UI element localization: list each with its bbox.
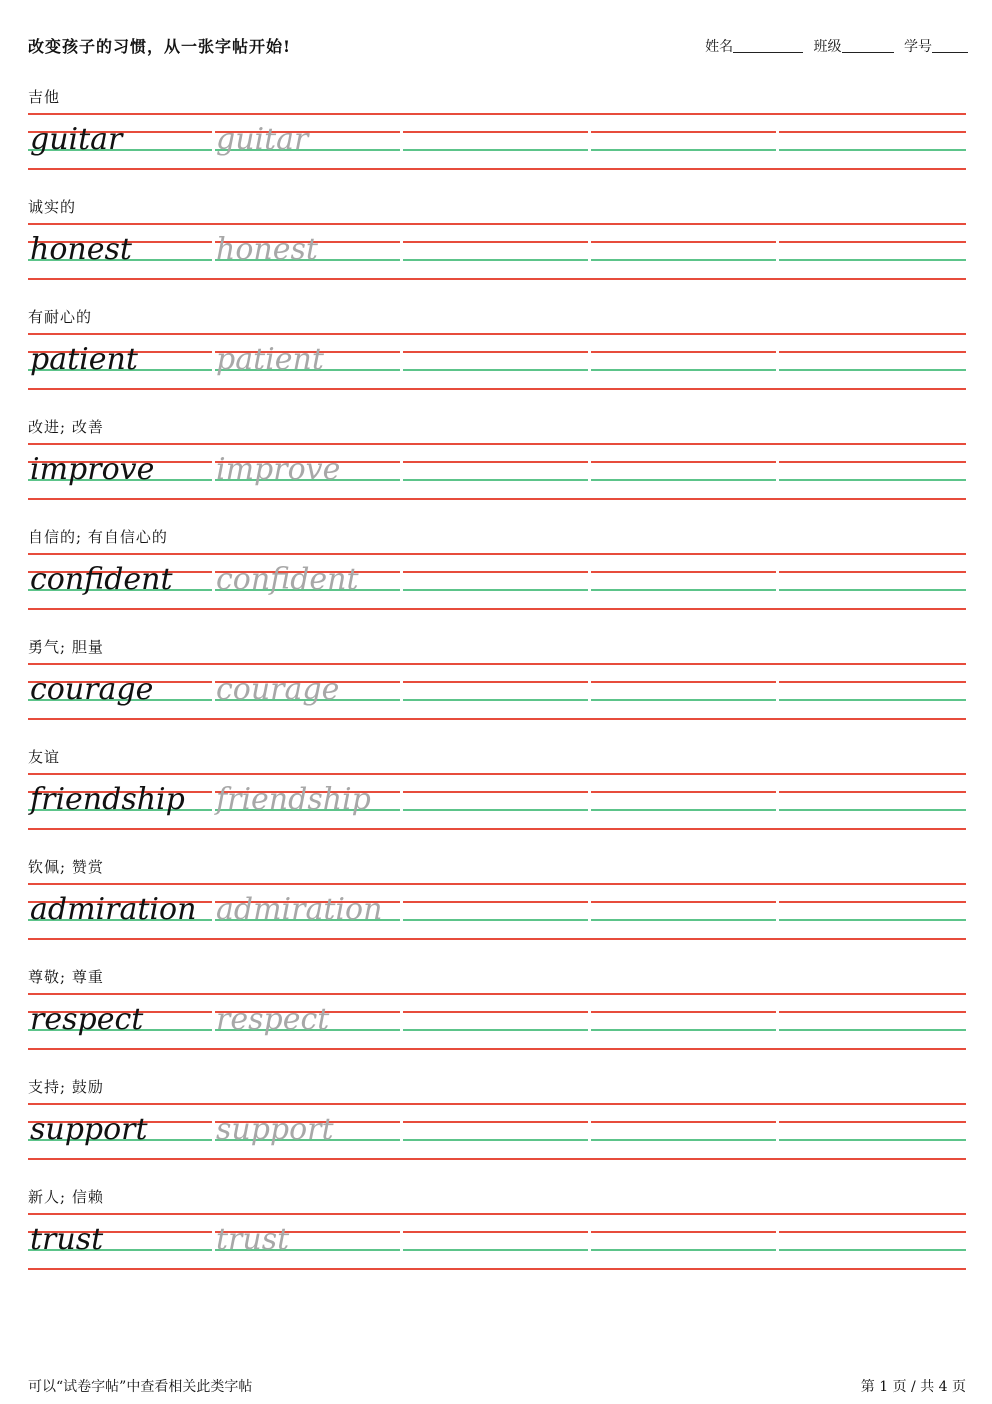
guide-line-red <box>28 773 966 775</box>
cell-divider <box>400 790 403 820</box>
practice-entry <box>28 1186 966 1296</box>
practice-entry <box>28 86 966 196</box>
practice-entry <box>28 306 966 416</box>
name-label: 姓名 <box>705 39 734 55</box>
trace-word[interactable]: admiration <box>216 892 383 927</box>
guide-line-red <box>28 938 966 940</box>
cell-divider <box>400 570 403 600</box>
guide-line-red <box>28 1048 966 1050</box>
guide-line-red <box>28 461 966 463</box>
trace-word[interactable]: guitar <box>216 122 309 157</box>
guide-line-red <box>28 1158 966 1160</box>
guide-line-red <box>28 278 966 280</box>
guide-line-red <box>28 333 966 335</box>
class-blank[interactable] <box>842 38 894 53</box>
model-word: honest <box>30 232 132 267</box>
guide-line-red <box>28 681 966 683</box>
word-meaning: 有耐心的 <box>28 308 93 326</box>
cell-divider <box>212 1010 215 1040</box>
cell-divider <box>400 350 403 380</box>
cell-divider <box>212 460 215 490</box>
trace-word[interactable]: courage <box>216 672 340 707</box>
cell-divider <box>212 790 215 820</box>
guide-line-red <box>28 553 966 555</box>
word-meaning: 尊敬; 尊重 <box>28 968 104 986</box>
cell-divider <box>212 1230 215 1260</box>
guide-line-green <box>28 259 966 261</box>
cell-divider <box>212 680 215 710</box>
word-meaning: 自信的; 有自信心的 <box>28 528 168 546</box>
guide-line-red <box>28 718 966 720</box>
cell-divider <box>400 130 403 160</box>
cell-divider <box>588 240 591 270</box>
cell-divider <box>400 460 403 490</box>
guide-line-red <box>28 241 966 243</box>
name-blank[interactable] <box>733 38 803 53</box>
trace-word[interactable]: trust <box>216 1222 290 1257</box>
practice-entry <box>28 966 966 1076</box>
cell-divider <box>400 240 403 270</box>
trace-word[interactable]: friendship <box>216 782 371 817</box>
cell-divider <box>776 1010 779 1040</box>
cell-divider <box>776 350 779 380</box>
guide-line-red <box>28 498 966 500</box>
guide-line-red <box>28 1268 966 1270</box>
cell-divider <box>400 1010 403 1040</box>
cell-divider <box>588 900 591 930</box>
model-word: guitar <box>30 122 123 157</box>
guide-line-red <box>28 1213 966 1215</box>
word-meaning: 改进; 改善 <box>28 418 104 436</box>
cell-divider <box>776 680 779 710</box>
cell-divider <box>212 570 215 600</box>
cell-divider <box>776 790 779 820</box>
cell-divider <box>588 1010 591 1040</box>
word-meaning: 友谊 <box>28 748 61 766</box>
guide-line-green <box>28 1029 966 1031</box>
trace-word[interactable]: patient <box>216 342 324 377</box>
guide-line-red <box>28 113 966 115</box>
word-meaning: 支持; 鼓励 <box>28 1078 104 1096</box>
word-meaning: 勇气; 胆量 <box>28 638 104 656</box>
guide-line-green <box>28 699 966 701</box>
cell-divider <box>400 680 403 710</box>
guide-line-red <box>28 351 966 353</box>
trace-word[interactable]: confident <box>216 562 359 597</box>
cell-divider <box>588 680 591 710</box>
cell-divider <box>776 900 779 930</box>
trace-word[interactable]: respect <box>216 1002 330 1037</box>
page-header <box>28 34 968 56</box>
cell-divider <box>776 570 779 600</box>
model-word: improve <box>30 452 155 487</box>
cell-divider <box>212 1120 215 1150</box>
word-meaning: 新人; 信赖 <box>28 1188 104 1206</box>
guide-line-red <box>28 1011 966 1013</box>
guide-line-red <box>28 223 966 225</box>
guide-line-red <box>28 168 966 170</box>
word-meaning: 钦佩; 赞赏 <box>28 858 104 876</box>
guide-line-red <box>28 663 966 665</box>
guide-line-red <box>28 828 966 830</box>
guide-line-green <box>28 479 966 481</box>
cell-divider <box>588 350 591 380</box>
cell-divider <box>588 460 591 490</box>
cell-divider <box>400 1230 403 1260</box>
cell-divider <box>588 1230 591 1260</box>
model-word: support <box>30 1112 148 1147</box>
guide-line-green <box>28 1249 966 1251</box>
model-word: trust <box>30 1222 104 1257</box>
guide-line-red <box>28 1231 966 1233</box>
cell-divider <box>776 1120 779 1150</box>
student-id-label: 学号 <box>904 39 932 55</box>
guide-line-red <box>28 608 966 610</box>
model-word: friendship <box>30 782 185 817</box>
trace-word[interactable]: support <box>216 1112 334 1147</box>
cell-divider <box>212 900 215 930</box>
guide-line-red <box>28 1121 966 1123</box>
slogan: 改变孩子的习惯，从一张字帖开始! <box>28 37 292 56</box>
cell-divider <box>588 130 591 160</box>
model-word: confident <box>30 562 173 597</box>
cell-divider <box>212 130 215 160</box>
guide-line-red <box>28 993 966 995</box>
practice-entry <box>28 1076 966 1186</box>
class-label: 班级 <box>813 39 842 55</box>
cell-divider <box>776 240 779 270</box>
word-meaning: 诚实的 <box>28 198 77 216</box>
cell-divider <box>400 900 403 930</box>
page-number: 第 1 页 / 共 4 页 <box>860 1379 966 1395</box>
cell-divider <box>588 570 591 600</box>
cell-divider <box>212 350 215 380</box>
guide-line-red <box>28 443 966 445</box>
trace-word[interactable]: improve <box>216 452 341 487</box>
cell-divider <box>776 130 779 160</box>
guide-line-red <box>28 388 966 390</box>
guide-line-green <box>28 149 966 151</box>
word-meaning: 吉他 <box>28 88 61 106</box>
practice-entry <box>28 416 966 526</box>
guide-line-green <box>28 1139 966 1141</box>
practice-entry <box>28 196 966 306</box>
cell-divider <box>588 1120 591 1150</box>
cell-divider <box>588 790 591 820</box>
guide-line-red <box>28 1103 966 1105</box>
trace-word[interactable]: honest <box>216 232 318 267</box>
cell-divider <box>400 1120 403 1150</box>
model-word: admiration <box>30 892 197 927</box>
practice-entry <box>28 526 966 636</box>
footer-note: 可以“试卷字帖”中查看相关此类字帖 <box>28 1379 253 1395</box>
cell-divider <box>776 460 779 490</box>
cell-divider <box>212 240 215 270</box>
model-word: courage <box>30 672 154 707</box>
guide-line-green <box>28 369 966 371</box>
practice-entry <box>28 856 966 966</box>
model-word: respect <box>30 1002 144 1037</box>
student-info-fields <box>699 36 968 56</box>
student-id-blank[interactable] <box>932 38 968 53</box>
guide-line-red <box>28 131 966 133</box>
cell-divider <box>776 1230 779 1260</box>
practice-entry <box>28 636 966 746</box>
guide-line-red <box>28 883 966 885</box>
practice-entry <box>28 746 966 856</box>
model-word: patient <box>30 342 138 377</box>
